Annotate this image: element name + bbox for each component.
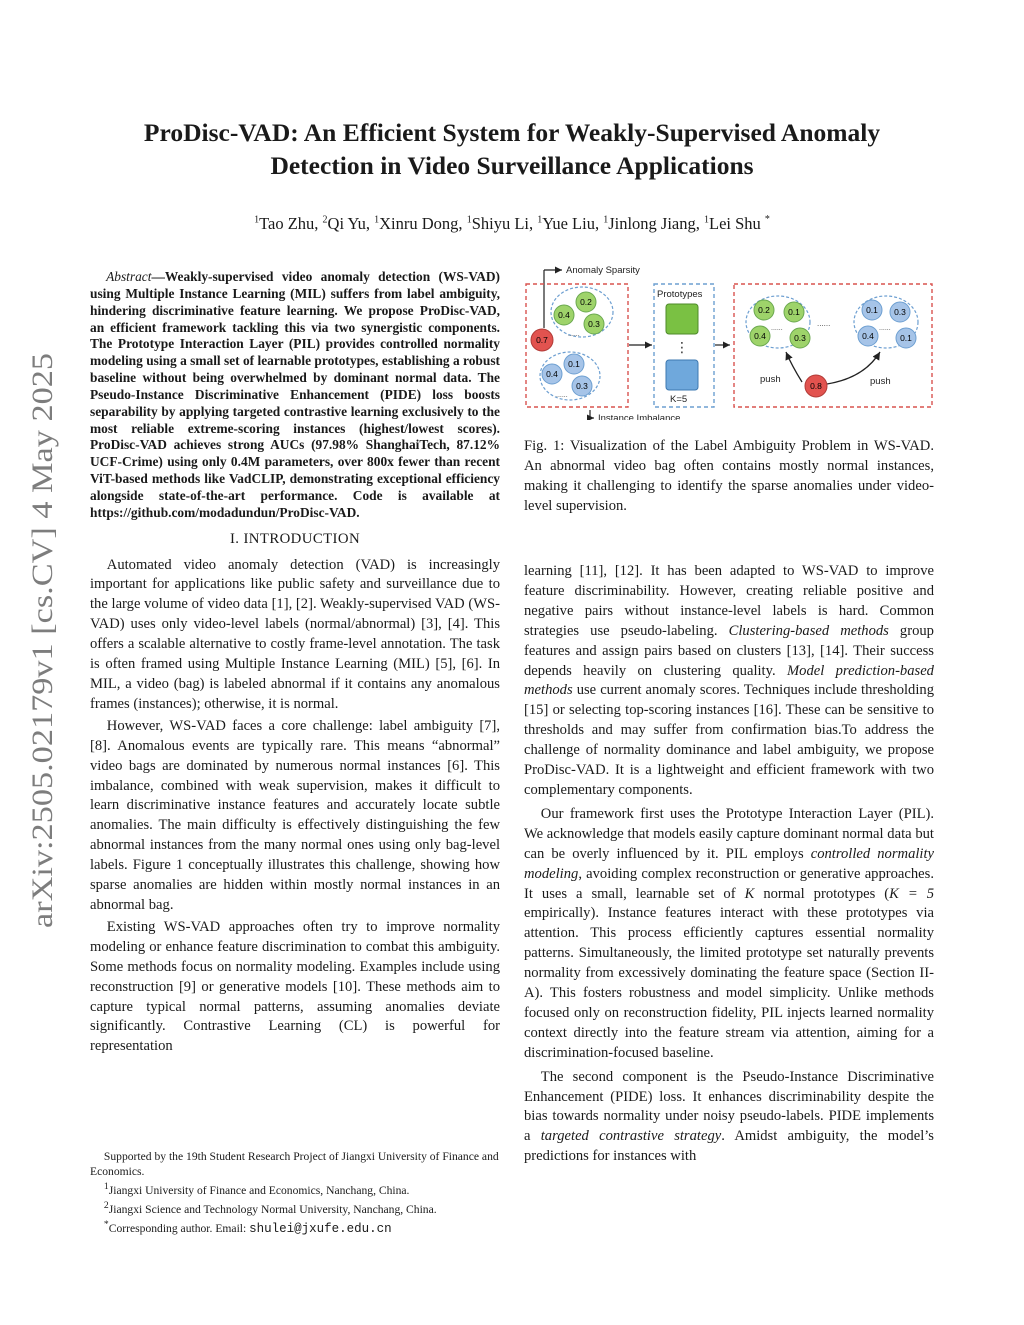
author: $^1$Yue Liu, <box>537 213 600 233</box>
prototype-vdots: ⋮ <box>675 339 689 355</box>
push-label-right: push <box>870 376 891 387</box>
instance-score: 0.1 <box>788 307 800 317</box>
figure-1 <box>524 260 934 516</box>
arxiv-identifier-text: arXiv:2505.02179v1 [cs.CV] 4 May 2025 <box>26 424 59 928</box>
anomaly-score: 0.7 <box>536 335 548 345</box>
prototypes-label: Prototypes <box>657 289 703 300</box>
prototype-count-label: K=5 <box>670 394 688 405</box>
prototype-normal <box>666 304 698 334</box>
author-list <box>80 208 944 236</box>
push-label-left: push <box>760 374 781 385</box>
instance-score: 0.3 <box>794 333 806 343</box>
left-column <box>90 269 500 1059</box>
footnote-affiliation-2: $^2$Jiangxi Science and Technology Normal University, Nanchang, China. <box>103 1199 437 1216</box>
right-paragraph-2: Our framework first uses the Prototype Interaction Layer (PIL). We acknowledge that models easily capture dominant normal data but can be overly influenced by it. PIL employs controlled normality modeling, avoiding complex reconstruction or generative approaches. It uses a small, learnable set of K normal prototypes (K = 5 empirically). Instance features interact with these prototypes via attention. This process efficiently captures essential normality patterns. Simultaneously, the limited prototype set naturally prevents normality from excessively dominating the feature space (Section II-A). This fosters robustness and model simplicity. Unlike methods focused only on reconstruction fidelity, PIL injects learned normality context directly into the feature stream via attention, aiming for a discrimination-focused baseline. <box>524 805 935 1061</box>
caption-text: Visualization of the Label Ambiguity Problem in WS-VAD. An abnormal video bag often contains mostly normal instances, making it challenging to identify the sparse anomalies under video-level supervision. <box>524 438 934 514</box>
footnote-corresponding: *Corresponding author. Email: shulei@jxufe.edu.cn <box>103 1218 392 1236</box>
footnote-support: Supported by the 19th Student Research Project of Jiangxi University of Finance and Economics. <box>90 1150 499 1178</box>
instance-score: 0.2 <box>580 297 592 307</box>
anomaly-score: 0.8 <box>810 381 822 391</box>
instance-score: 0.4 <box>754 331 766 341</box>
instance-score: 0.3 <box>576 381 588 391</box>
footnotes <box>90 1149 500 1237</box>
instance-score: 0.1 <box>900 333 912 343</box>
instance-score: 0.2 <box>758 305 770 315</box>
instance-score: 0.4 <box>862 331 874 341</box>
paper-title <box>80 116 944 182</box>
section-heading-introduction: I. INTRODUCTION <box>229 530 361 547</box>
anomaly-sparsity-label: Anomaly Sparsity <box>566 265 640 276</box>
intro-paragraph-2: However, WS-VAD faces a core challenge: label ambiguity [7], [8]. Anomalous events are typically rare. This means “abnormal” video bags are dominated by numerous normal instances [6]. This imbalance, combined with weak supervision, makes it difficult to learn discriminative instance features and accurately locate subtle anomalies. The main difficulty is effectively distinguishing the few abnormal instances from the many normal ones using only bag-level labels. Figure 1 conceptually illustrates this challenge, showing how sparse anomalies are hidden within mostly normal instances in an abnormal bag. <box>90 717 500 913</box>
figure-1-caption <box>524 436 934 516</box>
author: $^1$Lei Shu <box>704 213 761 233</box>
author: $^1$Tao Zhu, <box>254 213 319 233</box>
abstract-label: Abstract <box>106 269 152 284</box>
cluster-ellipsis: ...... <box>556 392 568 399</box>
cluster-gap-ellipsis: ...... <box>817 319 831 328</box>
cluster-ellipsis: ...... <box>771 325 783 332</box>
right-paragraph-1: learning [11], [12]. It has been adapted to WS-VAD to improve feature discriminability. However, creating reliable positive and negative pairs without instance-level labels is hard. Common strategies use pseudo-labeling. Clustering-based methods group features and assign pairs based on clusters [13], [14]. Their success depends heavily on clustering quality. Model prediction-based methods use current anomaly scores. Techniques include thresholding [15] or selecting top-scoring instances [16]. These can be sensitive to thresholds and may suffer from confirmation bias.To address the challenge of normality dominance and label ambiguity, we propose ProDisc-VAD. It is a lightweight and efficient framework with two complementary components. <box>524 563 934 798</box>
instance-score: 0.4 <box>558 310 570 320</box>
cluster-ellipsis: ...... <box>568 331 580 338</box>
paper-title-line-1: ProDisc-VAD: An Efficient System for Weakly-Supervised Anomaly <box>143 118 881 147</box>
instance-score: 0.1 <box>568 359 580 369</box>
intro-paragraph-3: Existing WS-VAD approaches often try to improve normality modeling or enhance feature discrimination to combat this ambiguity. Some methods focus on normality modeling. Examples include using reconstruction [9] or generative models [10]. These methods aim to capture typical normal patterns, assuming anomalies deviate significantly. Contrastive Learning (CL) is powerful for representation <box>90 918 500 1055</box>
prototype-normal <box>666 360 698 390</box>
paper-title-line-2: Detection in Video Surveillance Applications <box>270 151 754 180</box>
figure-1-diagram <box>524 260 934 420</box>
arxiv-identifier <box>18 350 62 930</box>
abstract: Abstract—Weakly-supervised video anomaly detection (WS-VAD) using Multiple Instance Learning (MIL) suffers from label ambiguity, hindering discriminative feature learning. We propose ProDisc-VAD, an efficient framework tackling this via two synergistic components. The Prototype Interaction Layer (PIL) provides controlled normality modeling using a small set of learnable prototypes, establishing a robust baseline without being overwhelmed by dominant normal data. The Pseudo-Instance Discriminative Enhancement (PIDE) loss boosts separability by applying targeted contrastive learning exclusively to the most reliable extreme-scoring instances (highest/lowest scores). ProDisc-VAD achieves strong AUCs (97.98% ShanghaiTech, 87.12% UCF-Crime) using only 0.4M parameters, over 800x fewer than recent ViT-based methods like VadCLIP, demonstrating exceptional efficiency alongside state-of-the-art performance. Code is available at https://github.com/modadundun/ProDisc-VAD. <box>90 269 500 520</box>
author: $^1$Shiyu Li, <box>466 213 534 233</box>
instance-score: 0.4 <box>546 369 558 379</box>
footnote-affiliation-1: $^1$Jiangxi University of Finance and Economics, Nanchang, China. <box>103 1181 410 1197</box>
instance-score: 0.3 <box>588 319 600 329</box>
corresponding-mark: * <box>764 214 770 225</box>
abstract-text: Weakly-supervised video anomaly detection (WS-VAD) using Multiple Instance Learning (MIL) suffers from label ambiguity, hindering discriminative feature learning. We propose ProDisc-VAD, an efficient framework tackling this via two synergistic components. The Prototype Interaction Layer (PIL) provides controlled normality modeling using a small set of learnable prototypes, establishing a robust baseline without being overwhelmed by dominant normal data. The Pseudo-Instance Discriminative Enhancement (PIDE) loss boosts separability by applying targeted contrastive learning exclusively to the most reliable extreme-scoring instances (highest/lowest scores). ProDisc-VAD achieves strong AUCs (97.98% ShanghaiTech, 87.12% UCF-Crime) using only 0.4M parameters, over 800x fewer than recent ViT-based methods like VadCLIP, demonstrating exceptional efficiency alongside state-of-the-art performance. Code is available at https://github.com/modadundun/ProDisc-VAD. <box>90 269 500 520</box>
intro-paragraph-1: Automated video anomaly detection (VAD) is increasingly important for applications like public safety and surveillance due to the large volume of video data [1], [2]. Weakly-supervised VAD (WS-VAD) uses only video-level labels (normal/abnormal) [3], [4]. This offers a scalable alternative to costly frame-level annotation. The task is often framed using Multiple Instance Learning (MIL) [5], [6]. In MIL, a video (bag) is labeled abnormal if it contains any anomalous frames (instances); otherwise, it is normal. <box>90 556 500 712</box>
instance-imbalance-label: Instance Imbalance <box>598 413 681 420</box>
instance-score: 0.3 <box>894 307 906 317</box>
instance-score: 0.1 <box>866 305 878 315</box>
cluster-ellipsis: ...... <box>879 325 891 332</box>
right-column <box>524 562 934 1169</box>
author: $^2$Qi Yu, <box>322 213 371 233</box>
right-paragraph-3: The second component is the Pseudo-Instance Discriminative Enhancement (PIDE) loss. It enhances discriminability despite the bias towards normality under noisy pseudo-labels. PIDE implements a targeted contrastive strategy. Amidst ambiguity, the model’s predictions for instances with <box>524 1068 934 1165</box>
corresponding-email[interactable]: shulei@jxufe.edu.cn <box>249 1221 392 1236</box>
caption-label: Fig. 1: <box>524 438 565 454</box>
author: $^1$Jinlong Jiang, <box>603 213 700 233</box>
author: $^1$Xinru Dong, <box>374 213 463 233</box>
